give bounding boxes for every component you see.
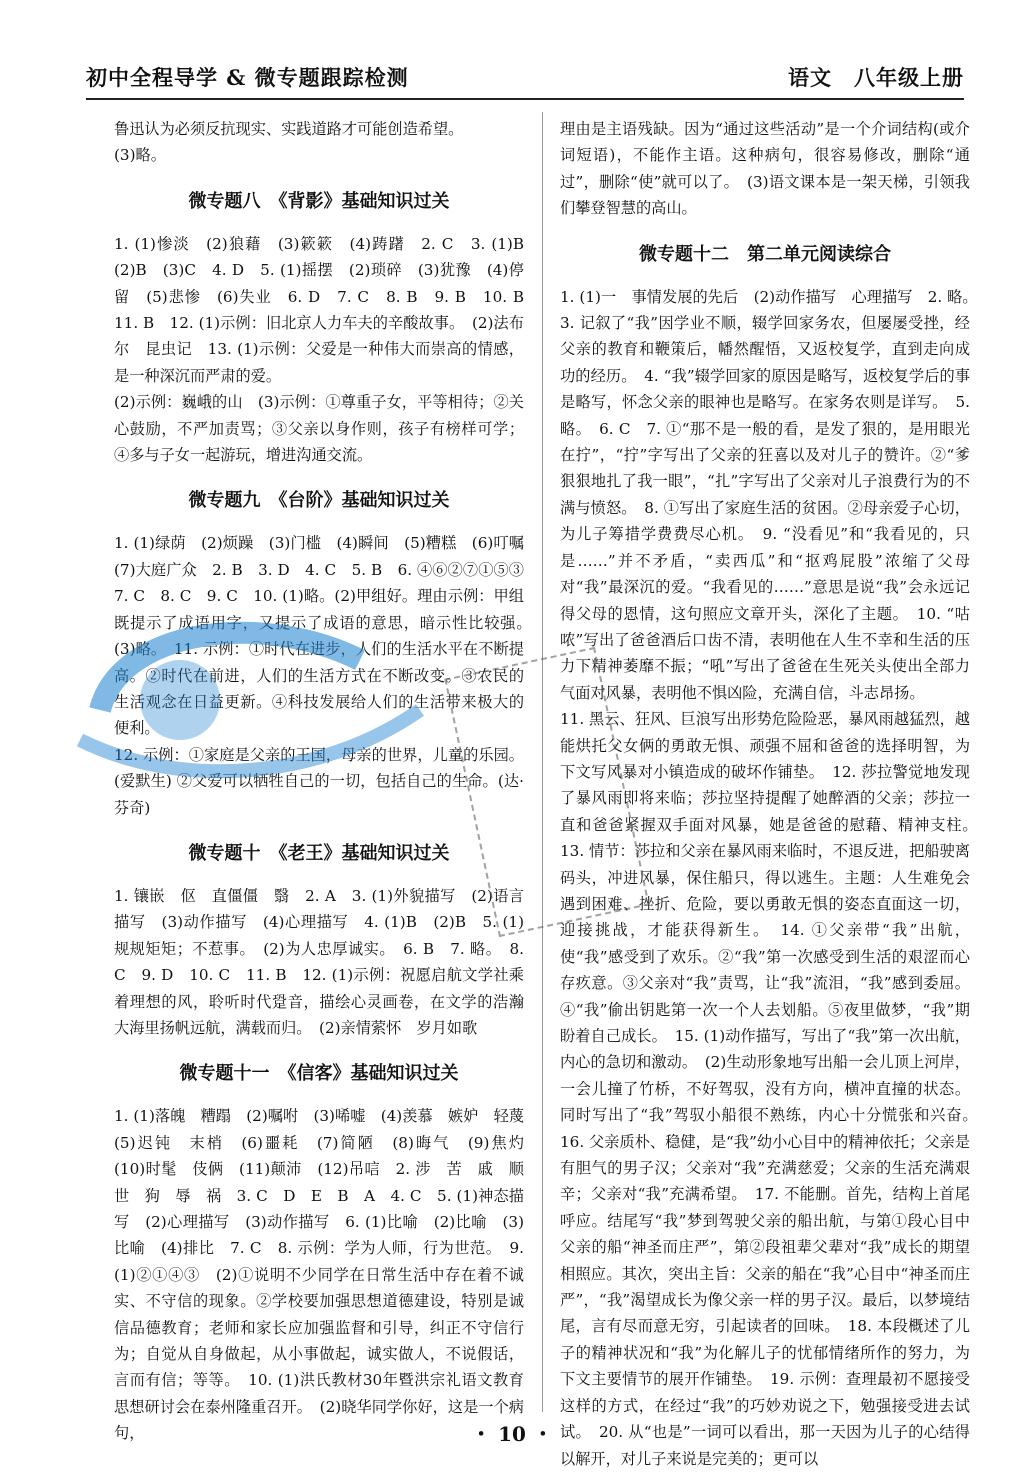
intro-line: (3)略。 xyxy=(114,146,166,165)
section-title: 微专题八 《背影》基础知识过关 xyxy=(188,190,450,212)
intro-line: 理由是主语残缺。因为“通过这些活动”是一个介词结构(或介词短语)，不能作主语。这种病句，很容易修改，删除“通过”，删除“使”就可以了。 (3)语文课本是一架天梯，引领我们攀登智慧的高山。 xyxy=(560,120,970,218)
subject-grade: 语文 八年级上册 xyxy=(788,65,964,90)
section-title: 微专题九 《台阶》基础知识过关 xyxy=(188,490,450,512)
intro-line: 鲁迅认为必须反抗现实、实践道路才可能创造希望。 xyxy=(114,120,464,138)
answer-paragraph: 1. (1)惨淡 (2)狼藉 (3)簌簌 (4)踌躇 2. C 3. (1)B (2)B (3)C 4. D 5. (1)摇摆 (2)琐碎 (3)犹豫 (4)停留 (5)悲惨 (6)失业 6. D 7. C 8. B 9. B 10. B 11. B 12. (1)示例：旧北京人力车夫的辛酸故事。 (2)法布尔 昆虫记 13. (1)示例：父爱是一种伟大而崇高的情感，是一种深沉而严肃的爱。 xyxy=(114,234,540,385)
answer-paragraph: 1. (1)一 事情发展的先后 (2)动作描写 心理描写 2. 略。 3. 记叙了“我”因学业不顺，辍学回家务农，但屡屡受挫，经父亲的教育和鞭策后，幡然醒悟，又返校复学，直到走向成功的经历。 4. “我”辍学回家的原因是略写，返校复学后的事是略写，怀念父亲的眼神也是略写。在家务农则是详写。 5. 略。 6. C 7. ①“那不是一般的看，是发了狠的，是用眼光在拧”，“拧”字写出了父亲的狂喜以及对儿子的赞许。②“爹狠狠地扎了我一眼”，“扎”字写出了父亲对儿子浪费行为的不满与愤怒。 8. ①写出了家庭生活的贫困。②母亲爱子心切，为儿子筹措学费费尽心机。 9. “没看见”和“我看见的，只是……”并不矛盾，“卖西瓜”和“抠鸡屁股”浓缩了父母对“我”最深沉的爱。“我看见的……”意思是说“我”会永远记得父母的恩情，这句照应文章开头，深化了主题。 10. “咕哝”写出了爸爸酒后口齿不清，表明他在人生不幸和生活的压力下精神萎靡不振；“吼”写出了爸爸在生死关头使出全部力气面对风暴，表明他不惧凶险，充满自信，斗志昂扬。 xyxy=(560,287,986,702)
answer-paragraph: 1. (1)落魄 糟蹋 (2)嘱咐 (3)唏嘘 (4)羡慕 嫉妒 轻蔑 (5)迟钝 末梢 (6)噩耗 (7)简陋 (8)晦气 (9)焦灼 (10)时髦 伎俩 (11)颠沛 (12)吊唁 2. 涉 苦 戚 顺 世 狗 辱 祸 3. C D E B A 4. C 5. (1)神态描写 (2)心理描写 (3)动作描写 6. (1)比喻 (2)比喻 (3)比喻 (4)排比 7. C 8. 示例：学为人师，行为世范。 9. (1)②①④③ (2)①说明不少同学在日常生活中存在着不诚实、不守信的现象。②学校要加强思想道德建设，特别是诚信品德教育；老师和家长应加强监督和引导，纠正不守信行为；自觉从自身做起，从小事做起，诚实做人，不说假话，言而有信；等等。 10. (1)洪氏教材30年暨洪宗礼语文教育思想研讨会在泰州隆重召开。 (2)晓华同学你好，这是一个病句， xyxy=(114,1107,540,1443)
answer-paragraph: 12. 示例：①家庭是父亲的王国，母亲的世界，儿童的乐园。(爱默生) ②父爱可以牺牲自己的一切，包括自己的生命。(达·芬奇) xyxy=(114,745,524,817)
answer-paragraph: 1. (1)绿荫 (2)烦躁 (3)门槛 (4)瞬间 (5)糟糕 (6)叮嘱 (7)大庭广众 2. B 3. D 4. C 5. B 6. ④⑥②⑦①⑤③ 7. C 8. C 9. C 10. (1)略。(2)甲组好。理由示例：甲组既提示了成语用字，又提示了成语的意思，暗示性比较强。 (3)略。 11. 示例：①时代在进步，人们的生活水平在不断提高。②时代在前进，人们的生活方式在不断改变。③农民的生活观念在日益更新。④科技发展给人们的生活带来极大的便利。 xyxy=(114,534,540,738)
book-title: 初中全程导学 & 微专题跟踪检测 xyxy=(86,65,409,90)
page-header xyxy=(86,58,964,100)
answer-paragraph: 1. 镶嵌 伛 直僵僵 翳 2. A 3. (1)外貌描写 (2)语言描写 (3)动作描写 (4)心理描写 4. (1)B (2)B 5. (1)规规矩矩；不惹事。 (2)为人忠厚诚实。 6. B 7. 略。 8. C 9. D 10. C 11. B 12. (1)示例：祝愿启航文学社乘着理想的风，聆听时代跫音，描绘心灵画卷，在文学的浩瀚大海里扬帆远航，满载而归。 (2)亲情萦怀 岁月如歌 xyxy=(114,886,524,1037)
right-column xyxy=(560,116,986,1472)
section-title: 微专题十一 《信客》基础知识过关 xyxy=(179,1063,459,1085)
answer-paragraph: 11. 黑云、狂风、巨浪写出形势危险险恶，暴风雨越猛烈，越能烘托父女俩的勇敢无惧、顽强不屈和爸爸的选择明智，为下文写风暴对小镇造成的破坏作铺垫。 12. 莎拉警觉地发现了暴风雨即将来临；莎拉坚持提醒了她醉酒的父亲；莎拉一直和爸爸紧握双手面对风暴，她是爸爸的慰藉、精神支柱。 13. 情节：莎拉和父亲在暴风雨来临时，不退反进，把船驶离码头，冲进风暴，保住船只，得以逃生。主题：人生难免会遇到困难、挫折、危险，要以勇敢无惧的姿态直面这一切，迎接挑战，才能获得新生。 14. ①父亲带“我”出航，使“我”感受到了欢乐。②“我”第一次感受到生活的艰涩而心存疚意。③父亲对“我”责骂，让“我”流泪，“我”感到委屈。④“我”偷出钥匙第一次一个人去划船。⑤夜里做梦，“我”期盼着自己成长。 15. (1)动作描写，写出了“我”第一次出航，内心的急切和激动。 (2)生动形象地写出船一会儿顶上河岸，一会儿撞了竹桥，不好驾驭，没有方向，横冲直撞的状态。同时写出了“我”驾驭小船很不熟练，内心十分慌张和兴奋。 16. 父亲质朴、稳健，是“我”幼小心目中的精神依托；父亲是有胆气的男子汉；父亲对“我”充满慈爱；父亲的生活充满艰辛；父亲对“我”充满希望。 17. 不能删。首先，结构上首尾呼应。结尾写“我”梦到驾驶父亲的船出航，与第①段心目中父亲的船“神圣而庄严”，第②段祖辈父辈对“我”成长的期望相照应。其次，突出主旨：父亲的船在“我”心目中“神圣而庄严”，“我”渴望成长为像父亲一样的男子汉。最后，以梦境结尾，言有尽而意无穷，引起读者的回味。 18. 本段概述了儿子的精神状况和“我”为化解儿子的忧郁情绪所作的努力，为下文主要情节的展开作铺垫。 19. 示例：查理最初不愿接受这样的方式，在经过“我”的巧妙劝说之下，勉强接受进去试试。 20. 从“也是”一词可以看出，那一天因为儿子的心结得以解开，对儿子来说是完美的；更可以 xyxy=(560,710,986,1468)
page-number: ・ 10 ・ xyxy=(471,1422,553,1446)
left-column xyxy=(114,116,540,1447)
section-title: 微专题十二 第二单元阅读综合 xyxy=(639,243,891,265)
column-divider xyxy=(542,112,543,1412)
section-title: 微专题十 《老王》基础知识过关 xyxy=(188,842,450,864)
answer-paragraph: (2)示例：巍峨的山 (3)示例：①尊重子女，平等相待；②关心鼓励，不严加责骂；③父亲以身作则，孩子有榜样可学；④多与子女一起游玩，增进沟通交流。 xyxy=(114,393,524,465)
